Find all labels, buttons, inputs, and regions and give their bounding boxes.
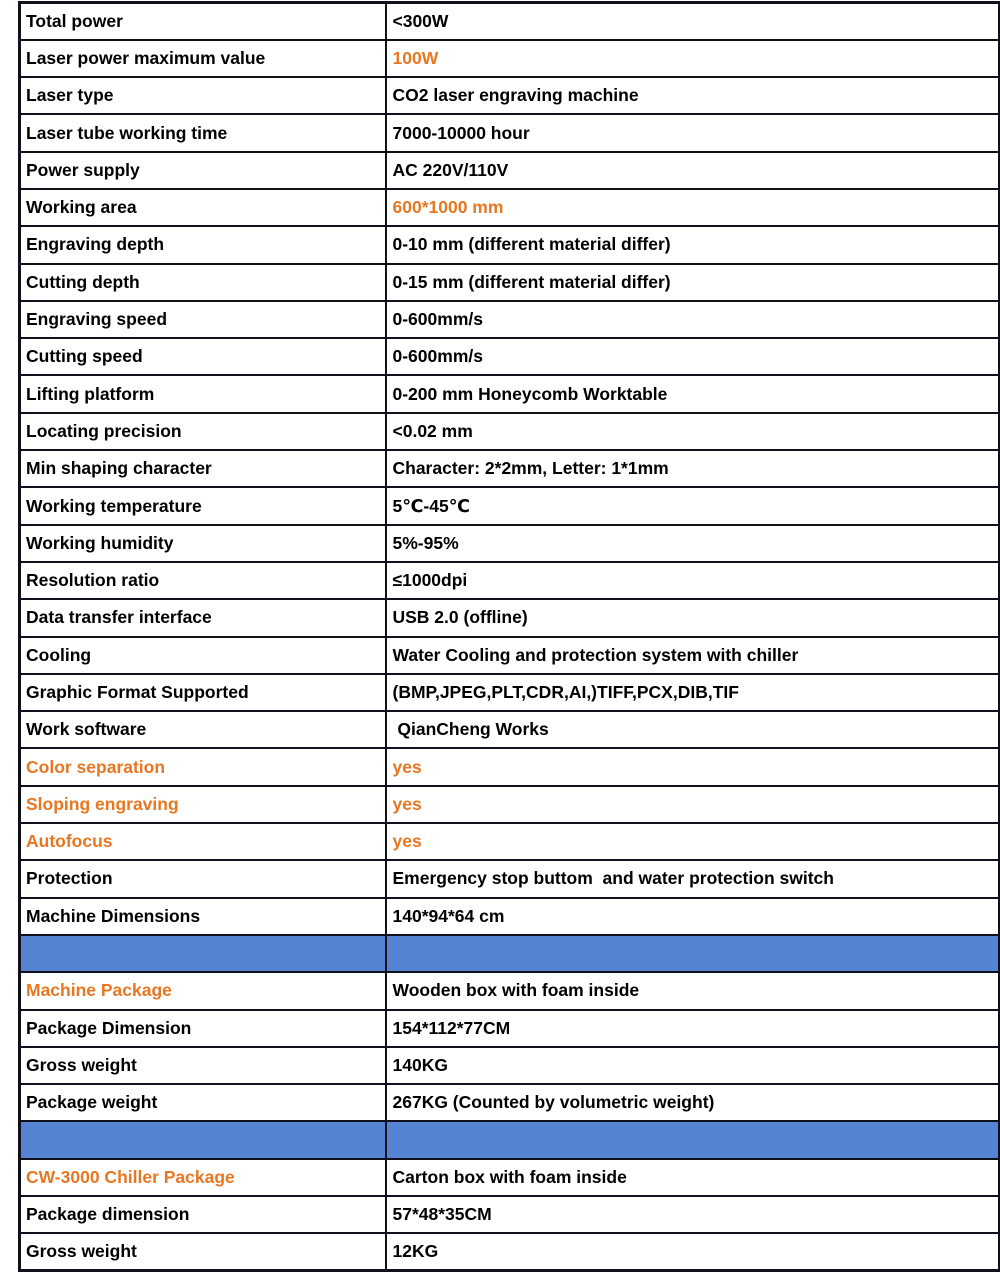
spec-label: Gross weight [20, 1233, 386, 1270]
spec-label: Sloping engraving [20, 786, 386, 823]
table-row [20, 1047, 1000, 1084]
table-row [20, 301, 1000, 338]
spec-value: Emergency stop buttom and water protection switch [386, 860, 1000, 897]
table-row [20, 823, 1000, 860]
spec-value: Carton box with foam inside [386, 1159, 1000, 1196]
table-row [20, 674, 1000, 711]
table-row [20, 338, 1000, 375]
spec-value: CO2 laser engraving machine [386, 77, 1000, 114]
spec-label: Lifting platform [20, 375, 386, 412]
spec-label: Package weight [20, 1084, 386, 1121]
spec-value: 140*94*64 cm [386, 898, 1000, 935]
spec-label: Package Dimension [20, 1010, 386, 1047]
divider-row [20, 935, 1000, 972]
spec-label: Machine Dimensions [20, 898, 386, 935]
spec-label: Laser tube working time [20, 114, 386, 151]
table-row [20, 1233, 1000, 1270]
spec-label: Min shaping character [20, 450, 386, 487]
table-row [20, 599, 1000, 636]
table-row [20, 413, 1000, 450]
spec-label: Laser power maximum value [20, 40, 386, 77]
spec-label: Cutting depth [20, 264, 386, 301]
spec-label: Locating precision [20, 413, 386, 450]
table-row [20, 114, 1000, 151]
spec-value: 0-600mm/s [386, 301, 1000, 338]
spec-value: USB 2.0 (offline) [386, 599, 1000, 636]
spec-label: Work software [20, 711, 386, 748]
table-row [20, 3, 1000, 40]
table-row [20, 487, 1000, 524]
spec-label: Autofocus [20, 823, 386, 860]
spec-value: 0-600mm/s [386, 338, 1000, 375]
spec-value: 154*112*77CM [386, 1010, 1000, 1047]
spec-label: Laser type [20, 77, 386, 114]
table-row [20, 189, 1000, 226]
spec-label: Data transfer interface [20, 599, 386, 636]
spec-value: 0-200 mm Honeycomb Worktable [386, 375, 1000, 412]
spec-table [18, 1, 1000, 1272]
spec-value: AC 220V/110V [386, 152, 1000, 189]
spec-value [386, 1121, 1000, 1158]
table-row [20, 562, 1000, 599]
table-row [20, 450, 1000, 487]
table-row [20, 786, 1000, 823]
spec-value: Water Cooling and protection system with chiller [386, 637, 1000, 674]
table-row [20, 40, 1000, 77]
table-row [20, 77, 1000, 114]
spec-label: Gross weight [20, 1047, 386, 1084]
spec-label [20, 935, 386, 972]
table-row [20, 860, 1000, 897]
spec-value: <300W [386, 3, 1000, 40]
spec-label: Engraving depth [20, 226, 386, 263]
spec-value: 57*48*35CM [386, 1196, 1000, 1233]
spec-value: Wooden box with foam inside [386, 972, 1000, 1009]
spec-label: Engraving speed [20, 301, 386, 338]
table-row [20, 264, 1000, 301]
divider-row [20, 1121, 1000, 1158]
table-row [20, 525, 1000, 562]
spec-label: Protection [20, 860, 386, 897]
spec-value: 140KG [386, 1047, 1000, 1084]
table-row [20, 1159, 1000, 1196]
table-row [20, 711, 1000, 748]
spec-label: Working area [20, 189, 386, 226]
spec-table-body [20, 3, 1000, 1271]
spec-label: Cooling [20, 637, 386, 674]
spec-label: Graphic Format Supported [20, 674, 386, 711]
spec-value: yes [386, 823, 1000, 860]
spec-value: 7000-10000 hour [386, 114, 1000, 151]
spec-label: Power supply [20, 152, 386, 189]
table-row [20, 972, 1000, 1009]
spec-value: 0-10 mm (different material differ) [386, 226, 1000, 263]
spec-value: 267KG (Counted by volumetric weight) [386, 1084, 1000, 1121]
table-row [20, 226, 1000, 263]
table-row [20, 898, 1000, 935]
spec-value: ≤1000dpi [386, 562, 1000, 599]
spec-value: 0-15 mm (different material differ) [386, 264, 1000, 301]
spec-label: Resolution ratio [20, 562, 386, 599]
spec-label: Cutting speed [20, 338, 386, 375]
spec-value [386, 935, 1000, 972]
spec-value: 5%-95% [386, 525, 1000, 562]
spec-value: (BMP,JPEG,PLT,CDR,AI,)TIFF,PCX,DIB,TIF [386, 674, 1000, 711]
table-row [20, 1010, 1000, 1047]
spec-label: Working humidity [20, 525, 386, 562]
spec-label: Package dimension [20, 1196, 386, 1233]
table-row [20, 375, 1000, 412]
spec-value: 600*1000 mm [386, 189, 1000, 226]
table-row [20, 637, 1000, 674]
spec-value: QianCheng Works [386, 711, 1000, 748]
spec-value: yes [386, 748, 1000, 785]
table-row [20, 152, 1000, 189]
spec-label: Machine Package [20, 972, 386, 1009]
table-row [20, 748, 1000, 785]
spec-value: 12KG [386, 1233, 1000, 1270]
table-row [20, 1196, 1000, 1233]
spec-label [20, 1121, 386, 1158]
spec-value: 5℃-45℃ [386, 487, 1000, 524]
spec-label: CW-3000 Chiller Package [20, 1159, 386, 1196]
spec-label: Total power [20, 3, 386, 40]
spec-label: Color separation [20, 748, 386, 785]
table-row [20, 1084, 1000, 1121]
spec-label: Working temperature [20, 487, 386, 524]
spec-value: <0.02 mm [386, 413, 1000, 450]
spec-value: yes [386, 786, 1000, 823]
spec-value: 100W [386, 40, 1000, 77]
spec-value: Character: 2*2mm, Letter: 1*1mm [386, 450, 1000, 487]
